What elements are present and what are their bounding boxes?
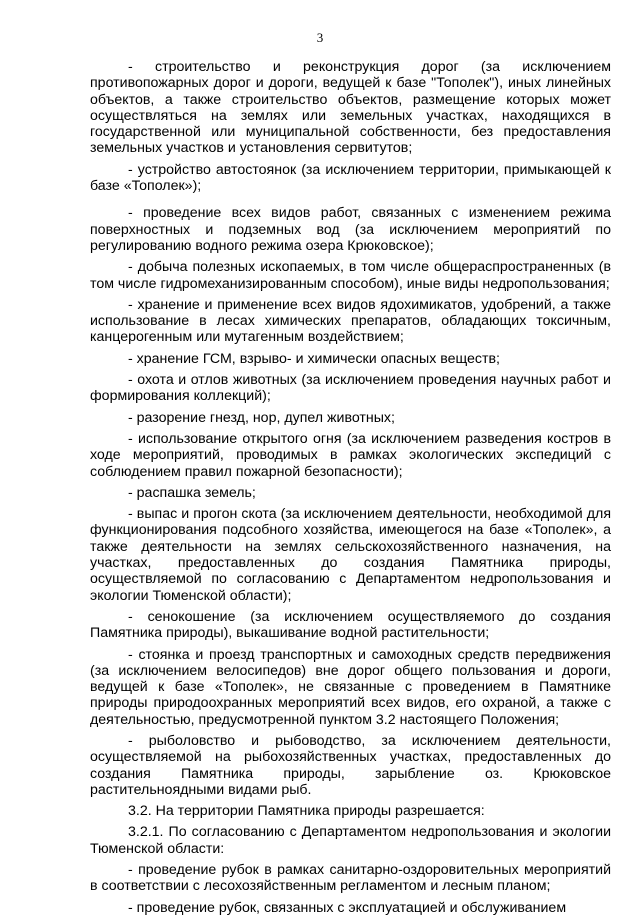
document-body: [90, 59, 611, 921]
paragraph-hunting: - охота и отлов животных (за исключением проведения научных работ и формирования коллекций);: [90, 372, 611, 405]
paragraph-construction-roads: - строительство и реконструкция дорог (за исключением противопожарных дорог и дороги, ведущей к базе "Тополек"), иных линейных объектов, а также строительство объектов, размещение которых может осуществляться на землях или земельных участках, находящихся в государственной или муниципальной собственности, без предоставления земельных участков и установления сервитутов;: [90, 59, 611, 157]
paragraph-fuel-storage: - хранение ГСМ, взрыво- и химически опасных веществ;: [128, 350, 500, 367]
paragraph-fishing: - рыболовство и рыбоводство, за исключением деятельности, осуществляемой на рыбохозяйственных участках, предоставленных до создания Памятника природы, зарыбление оз. Крюковское растительноядными видами рыб.: [90, 732, 611, 798]
paragraph-grazing: - выпас и прогон скота (за исключением деятельности, необходимой для функционирования подсобного хозяйства, имеющегося на базе «Тополек», а также деятельности на землях сельскохозяйственного назначения, на участках, предоставленных до создания Памятника природы, осуществляемой по согласованию с Департаментом недропользования и экологии Тюменской области);: [90, 506, 611, 604]
paragraph-maintenance-felling: - проведение рубок, связанных с эксплуатацией и обслуживанием: [128, 899, 567, 916]
page-number: 3: [316, 30, 324, 45]
paragraph-sanitary-felling: - проведение рубок в рамках санитарно-оздоровительных мероприятий в соответствии с лесохозяйственным регламентом и лесным планом;: [90, 862, 611, 895]
paragraph-parking: - устройство автостоянок (за исключением территории, примыкающей к базе «Тополек»);: [90, 161, 611, 195]
paragraph-haymaking: - сенокошение (за исключением осуществляемого до создания Памятника природы), выкашивание водной растительности;: [90, 608, 611, 642]
section-heading-3-2-1: 3.2.1. По согласованию с Департаментом недропользования и экологии Тюменской области:: [90, 824, 611, 857]
paragraph-nest-destruction: - разорение гнезд, нор, дупел животных;: [128, 409, 395, 426]
paragraph-open-fire: - использование открытого огня (за исключением разведения костров в ходе мероприятий, проводимых в рамках экологических экспедиций с соблюдением правил пожарной безопасности);: [90, 430, 611, 480]
section-heading-3-2: 3.2. На территории Памятника природы разрешается:: [128, 803, 485, 820]
paragraph-chemicals: - хранение и применение всех видов ядохимикатов, удобрений, а также использование в лесах химических препаратов, обладающих токсичным, канцерогенным или мутагенным воздействием;: [90, 296, 611, 346]
paragraph-mining: - добыча полезных ископаемых, в том числе общераспространенных (в том числе гидромеханизированным способом), иные виды недропользования;: [90, 259, 611, 292]
paragraph-water-regime: - проведение всех видов работ, связанных с изменением режима поверхностных и подземных вод (за исключением мероприятий по регулированию водного режима озера Крюковское);: [90, 205, 611, 254]
paragraph-vehicles: - стоянка и проезд транспортных и самоходных средств передвижения (за исключением велосипедов) вне дорог общего пользования и дороги, ведущей к базе «Тополек», не связанные с проведением в Памятнике природы природоохранных мероприятий всех видов, его охраной, а также с деятельностью, предусмотренной пунктом 3.2 настоящего Положения;: [90, 646, 611, 728]
paragraph-plowing: - распашка земель;: [128, 484, 256, 501]
